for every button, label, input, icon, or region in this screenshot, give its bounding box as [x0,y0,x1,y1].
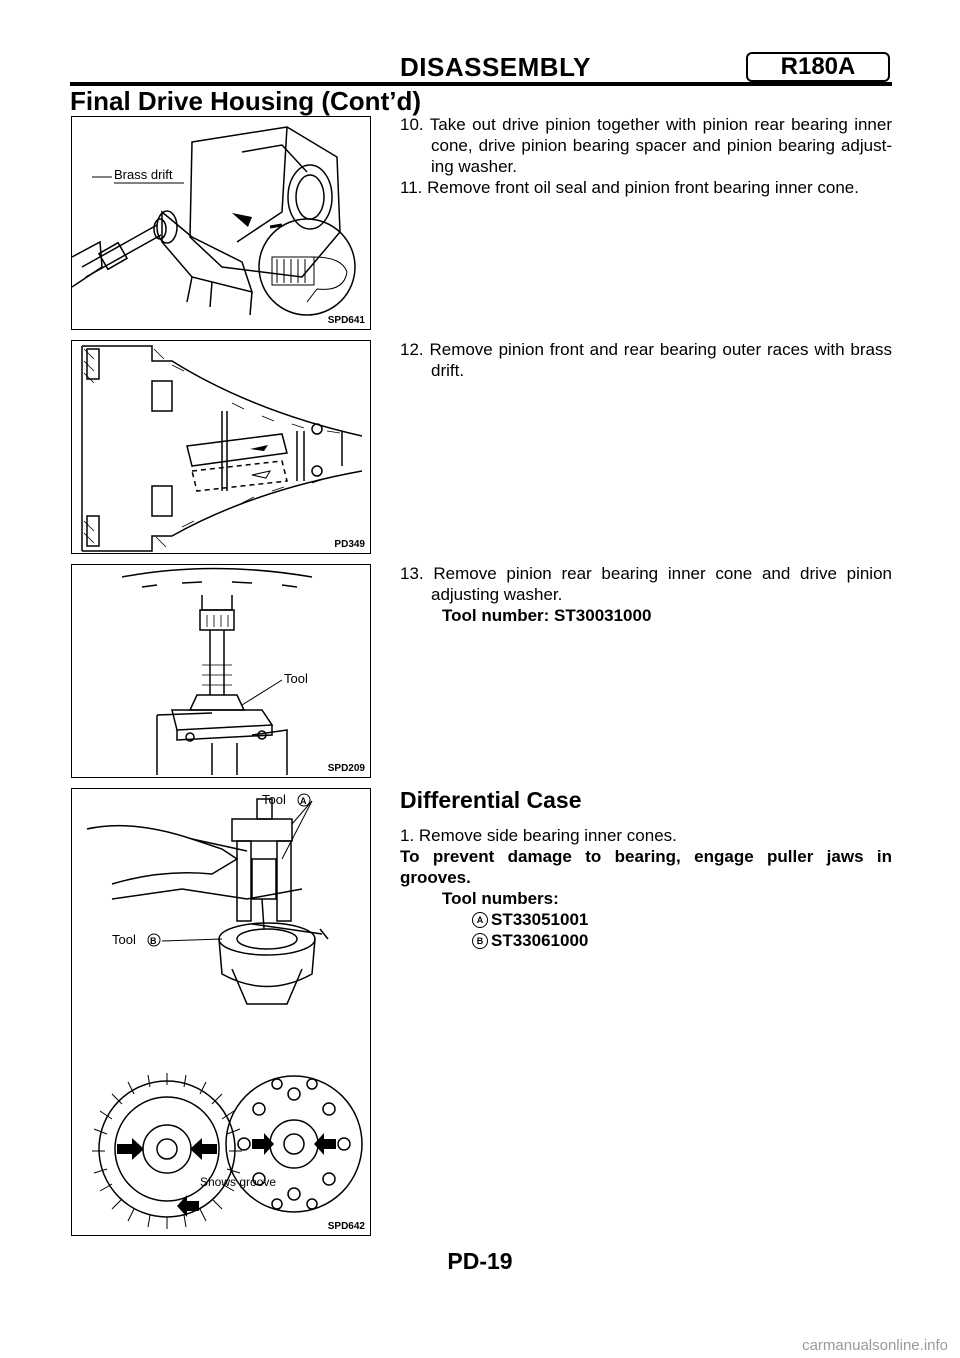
groove-label: Shows groove [200,1175,277,1189]
figure-code: PD349 [334,539,365,550]
side-bearing-puller-illustration [72,789,371,1236]
bearing-puller-illustration [72,565,371,778]
tool-b-label: Tool [112,932,136,947]
housing-section-illustration [72,341,371,554]
circle-a-icon: A [472,912,488,928]
tool-b-number: ST33061000 [491,931,589,950]
figure-pd349 [71,340,371,554]
figure-spd642 [71,788,371,1236]
figure-spd209 [71,564,371,778]
tool-numbers-label: Tool numbers: [442,889,559,908]
tool-a-number: ST33051001 [491,910,589,929]
step-10: 10. Take out drive pinion together with pinion rear bearing inner cone, drive pinion bearing spacer and pinion bearing adjust-ing washer. [400,115,892,176]
steps-10-11 [400,114,892,198]
differential-case-title: Differential Case [400,787,582,813]
brass-drift-illustration [72,117,371,330]
differential-case-block [400,825,892,951]
section-title: Final Drive Housing (Cont’d) [70,86,421,116]
circle-b-icon: B [472,933,488,949]
step-13-tool-number: Tool number: ST30031000 [442,606,652,625]
header-title: DISASSEMBLY [400,52,591,82]
figure-code: SPD641 [327,315,365,326]
tool-a-letter: A [300,796,307,806]
diff-step-1: 1. Remove side bearing inner cones. [400,826,677,845]
step-13-block [400,563,892,626]
step-12: 12. Remove pinion front and rear bearing outer races with brass drift. [400,340,892,380]
figure-code: SPD209 [327,763,365,774]
watermark: carmanualsonline.info [802,1337,948,1354]
page-number: PD-19 [447,1248,513,1274]
step-12-block [400,339,892,381]
caution-note: To prevent damage to bearing, engage puller jaws in grooves. [400,847,892,887]
figure-code: SPD642 [327,1221,365,1232]
step-11: 11. Remove front oil seal and pinion front bearing inner cone. [400,178,859,197]
model-badge: R180A [746,52,890,82]
tool-a-entry [400,909,892,930]
tool-a-label: Tool [262,792,286,807]
tool-b-letter: B [150,936,157,946]
figure-spd641 [71,116,371,330]
step-13: 13. Remove pinion rear bearing inner cone and drive pinion adjusting washer. [400,564,892,604]
tool-label: Tool [284,671,308,686]
tool-b-entry [400,930,892,951]
brass-drift-label: Brass drift [114,167,173,182]
